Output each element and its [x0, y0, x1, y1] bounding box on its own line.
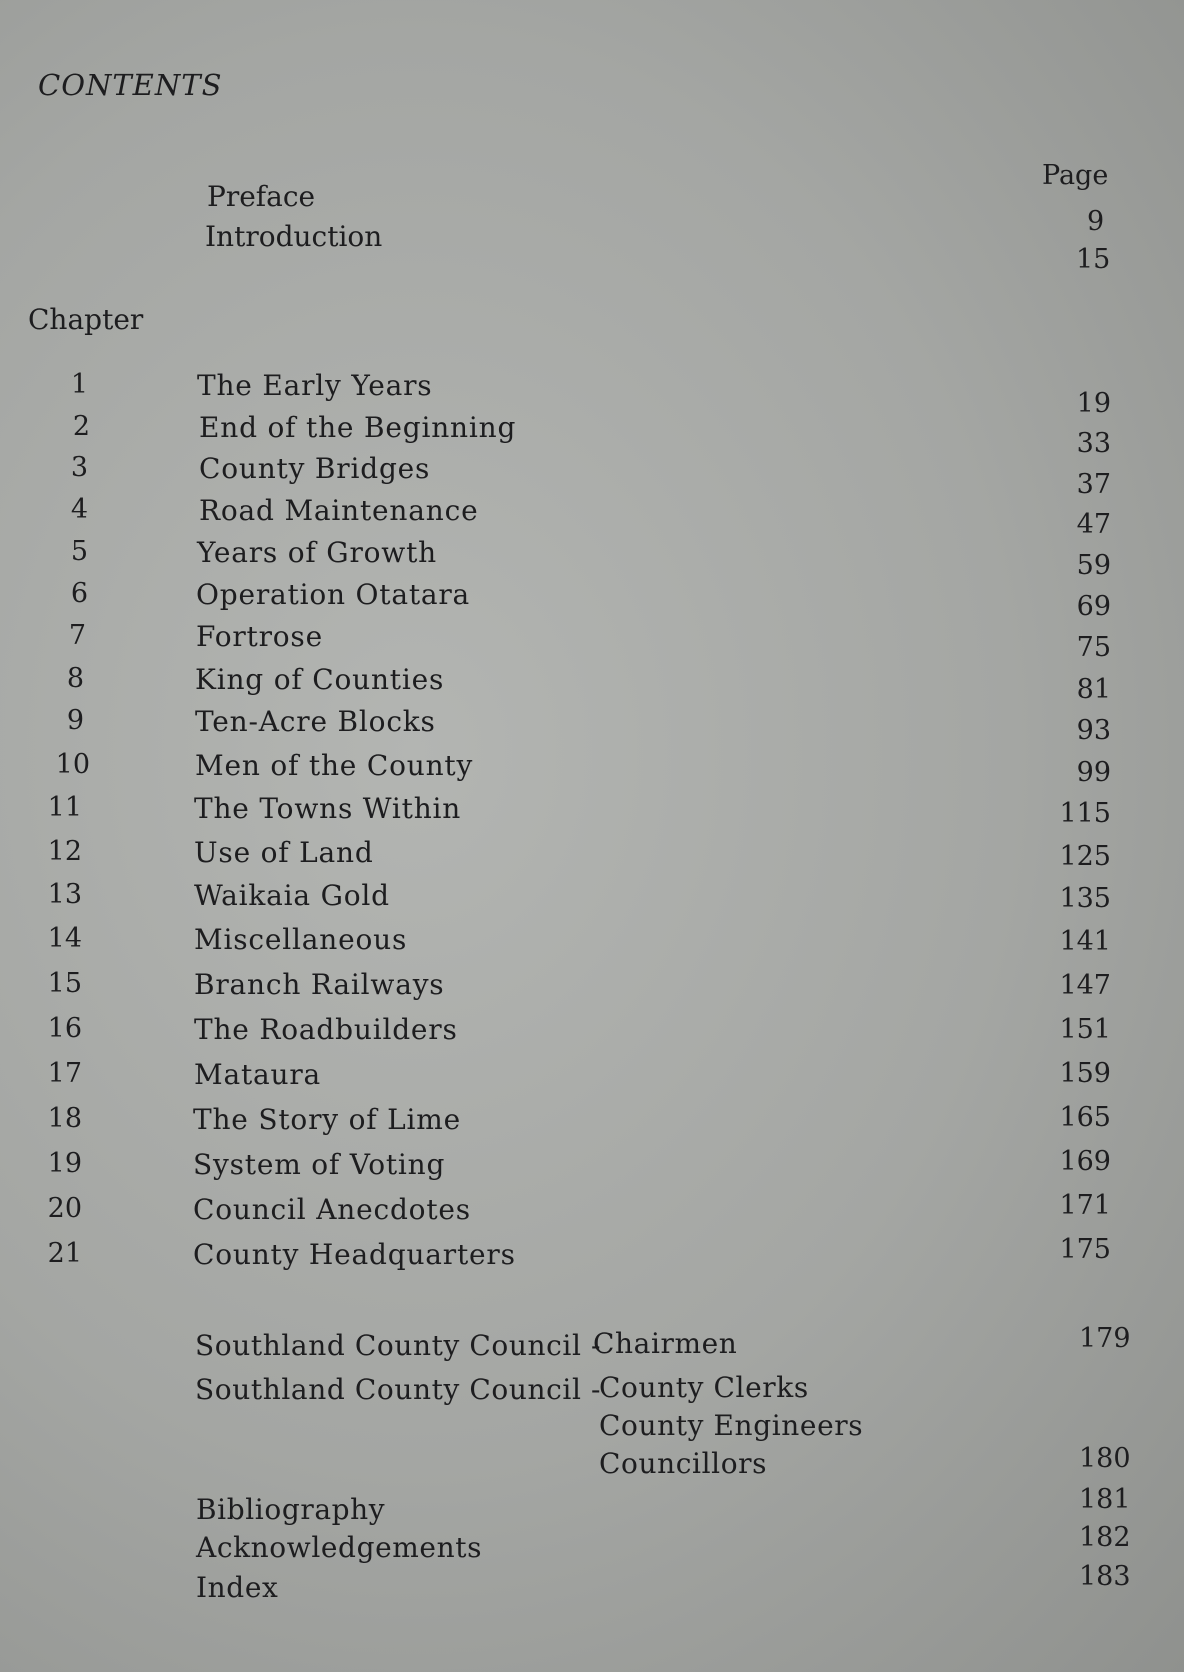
chapter-title: Miscellaneous [194, 923, 408, 956]
chapter-page: 93 [1076, 715, 1111, 746]
chapter-page: 165 [1059, 1102, 1111, 1133]
chapter-title: Council Anecdotes [193, 1193, 471, 1226]
chapter-title: System of Voting [193, 1148, 446, 1181]
chapter-page: 81 [1076, 674, 1111, 705]
chapter-title: Mataura [194, 1058, 322, 1091]
chapter-number: 10 [55, 749, 90, 780]
chapter-title: Men of the County [195, 749, 474, 782]
page-column-label: Page [1042, 160, 1109, 191]
appendix-chairmen-page: 179 [1079, 1323, 1131, 1354]
chapter-title: Operation Otatara [196, 578, 471, 611]
chapter-page: 33 [1076, 428, 1111, 459]
chapter-number: 6 [70, 578, 88, 609]
chapter-page: 169 [1059, 1146, 1111, 1177]
chapter-page: 125 [1059, 841, 1111, 872]
chapter-page: 159 [1059, 1058, 1111, 1089]
chapter-number: 7 [68, 620, 86, 651]
chapter-page: 115 [1059, 798, 1111, 829]
appendix-acknowledgements-page: 182 [1079, 1522, 1131, 1553]
chapter-number: 19 [47, 1148, 82, 1179]
chapter-page: 75 [1076, 632, 1111, 663]
front-matter-page: 9 [1087, 206, 1105, 237]
chapter-page: 151 [1059, 1014, 1111, 1045]
chapter-number: 14 [47, 923, 82, 954]
chapter-title: Years of Growth [197, 536, 437, 569]
chapter-number: 5 [70, 536, 88, 567]
chapter-page: 37 [1076, 469, 1111, 500]
chapter-title: County Headquarters [193, 1238, 516, 1271]
chapter-number: 9 [66, 705, 84, 736]
appendix-officers-prefix: Southland County Council - [195, 1373, 602, 1406]
appendix-acknowledgements: Acknowledgements [196, 1531, 483, 1564]
appendix-index-page: 183 [1079, 1561, 1131, 1592]
front-matter-page: 15 [1076, 244, 1111, 275]
appendix-bibliography: Bibliography [196, 1493, 386, 1526]
chapter-title: Use of Land [194, 836, 374, 869]
chapter-number: 3 [70, 452, 88, 483]
chapter-column-label: Chapter [28, 303, 144, 336]
chapter-page: 135 [1059, 883, 1111, 914]
chapter-page: 47 [1076, 509, 1111, 540]
chapter-title: End of the Beginning [199, 411, 517, 444]
chapter-number: 13 [47, 879, 82, 910]
chapter-number: 1 [70, 369, 88, 400]
chapter-number: 21 [47, 1238, 82, 1269]
chapter-number: 15 [47, 968, 82, 999]
appendix-officers-item: County Engineers [599, 1409, 864, 1442]
chapter-page: 59 [1076, 550, 1111, 581]
chapter-title: Branch Railways [194, 968, 445, 1001]
page-heading: CONTENTS [38, 68, 223, 102]
chapter-title: Waikaia Gold [194, 879, 390, 912]
chapter-title: The Towns Within [194, 792, 462, 825]
chapter-number: 12 [47, 836, 82, 867]
chapter-number: 18 [47, 1103, 82, 1134]
chapter-page: 171 [1059, 1190, 1111, 1221]
chapter-number: 11 [47, 792, 82, 823]
chapter-number: 16 [47, 1013, 82, 1044]
chapter-title: Ten-Acre Blocks [195, 705, 436, 738]
chapter-title: The Roadbuilders [194, 1013, 458, 1046]
chapter-page: 99 [1076, 757, 1111, 788]
chapter-page: 175 [1059, 1234, 1111, 1265]
chapter-page: 19 [1076, 388, 1111, 419]
appendix-chairmen-label: Chairmen [593, 1327, 738, 1360]
front-matter-title: Introduction [205, 220, 383, 253]
chapter-title: King of Counties [195, 663, 445, 696]
appendix-index: Index [196, 1571, 279, 1604]
chapter-title: Road Maintenance [199, 494, 479, 527]
chapter-page: 141 [1059, 926, 1111, 957]
chapter-number: 17 [47, 1058, 82, 1089]
chapter-title: Fortrose [196, 620, 323, 653]
appendix-bibliography-page: 181 [1079, 1484, 1131, 1515]
appendix-chairmen-prefix: Southland County Council - [195, 1329, 602, 1362]
appendix-officers-item: County Clerks [599, 1371, 809, 1404]
chapter-number: 8 [66, 663, 84, 694]
front-matter-title: Preface [207, 180, 316, 213]
chapter-page: 147 [1059, 970, 1111, 1001]
appendix-officers-item: Councillors [599, 1447, 768, 1480]
chapter-title: The Story of Lime [193, 1103, 461, 1136]
chapter-number: 2 [72, 411, 90, 442]
chapter-page: 69 [1076, 591, 1111, 622]
chapter-title: The Early Years [197, 369, 433, 402]
chapter-title: County Bridges [199, 452, 431, 485]
appendix-officers-page: 180 [1079, 1443, 1131, 1474]
chapter-number: 4 [70, 494, 88, 525]
chapter-number: 20 [47, 1193, 82, 1224]
